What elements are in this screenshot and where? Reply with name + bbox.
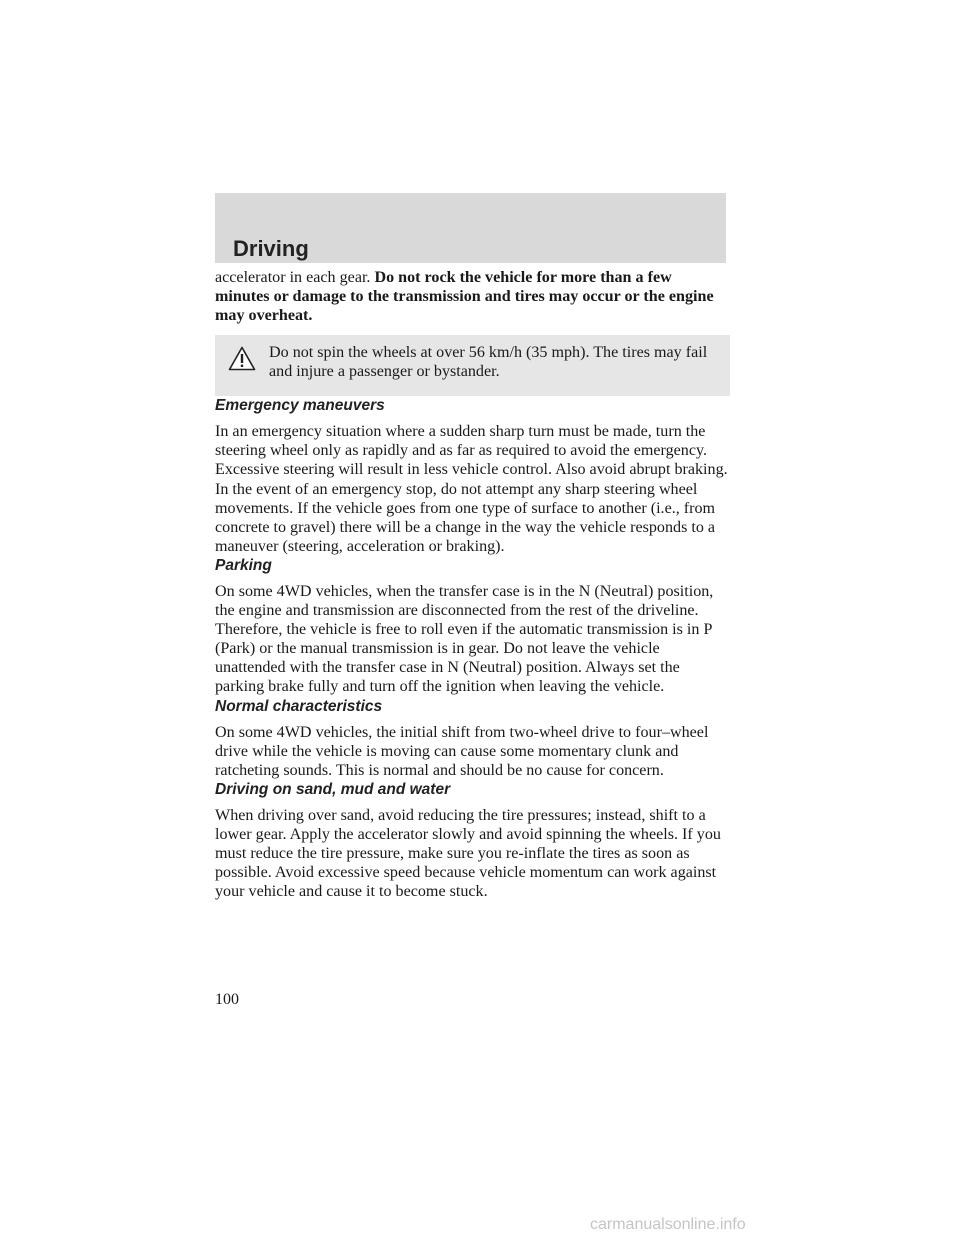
section-heading-emergency-maneuvers: Emergency maneuvers — [215, 397, 385, 415]
section-heading-normal-characteristics: Normal characteristics — [215, 697, 383, 715]
warning-text: Do not spin the wheels at over 56 km/h (35 mph). The tires may fail and injure a passenger or bystander. — [269, 344, 708, 381]
section-heading-sand-mud-water: Driving on sand, mud and water — [215, 780, 451, 798]
section-body-normal-characteristics: On some 4WD vehicles, the initial shift from two-wheel drive to four–wheel drive while the vehicle is moving can cause some momentary clunk and ratcheting sounds. This is normal and should be no cause for concern. — [215, 723, 709, 779]
section-body-emergency-maneuvers: In an emergency situation where a sudden sharp turn must be made, turn the steering wheel only as rapidly and as far as required to avoid the emergency. Excessive steering will result in less vehicle control. Also avoid abrupt braking. In the event of an emergency stop, do not attempt any sharp steering wheel movements. If the vehicle goes from one type of surface to another (i.e., from concrete to gravel) there will be a change in the way the vehicle responds to a maneuver (steering, acceleration or braking). — [215, 423, 728, 555]
warning-triangle-icon — [228, 346, 256, 371]
intro-bold-text: Do not rock the vehicle for more than a few minutes or damage to the transmission and tires may occur or the engine may overheat. — [215, 269, 714, 325]
intro-text: accelerator in each gear. — [215, 269, 375, 286]
intro-paragraph — [215, 268, 730, 325]
section-body-parking: On some 4WD vehicles, when the transfer case is in the N (Neutral) position, the engine and transmission are disconnected from the rest of the driveline. Therefore, the vehicle is free to roll even if the automatic transmission is in P (Park) or the manual transmission is in gear. Do not leave the vehicle unattended with the transfer case in N (Neutral) position. Always set the parking brake fully and turn off the ignition when leaving the vehicle. — [215, 582, 714, 696]
section-body-sand-mud-water: When driving over sand, avoid reducing the tire pressures; instead, shift to a lower gear. Apply the accelerator slowly and avoid spinning the wheels. If you must reduce the tire pressure, make sure you re-inflate the tires as soon as possible. Avoid excessive speed because vehicle momentum can work against your vehicle and cause it to become stuck. — [215, 806, 721, 901]
watermark: carmanualsonline.info — [590, 1216, 746, 1233]
warning-box — [215, 335, 730, 396]
page-content — [215, 268, 730, 901]
page-title: Driving — [233, 236, 309, 261]
page-number: 100 — [215, 991, 239, 1008]
section-heading-parking: Parking — [215, 556, 272, 574]
